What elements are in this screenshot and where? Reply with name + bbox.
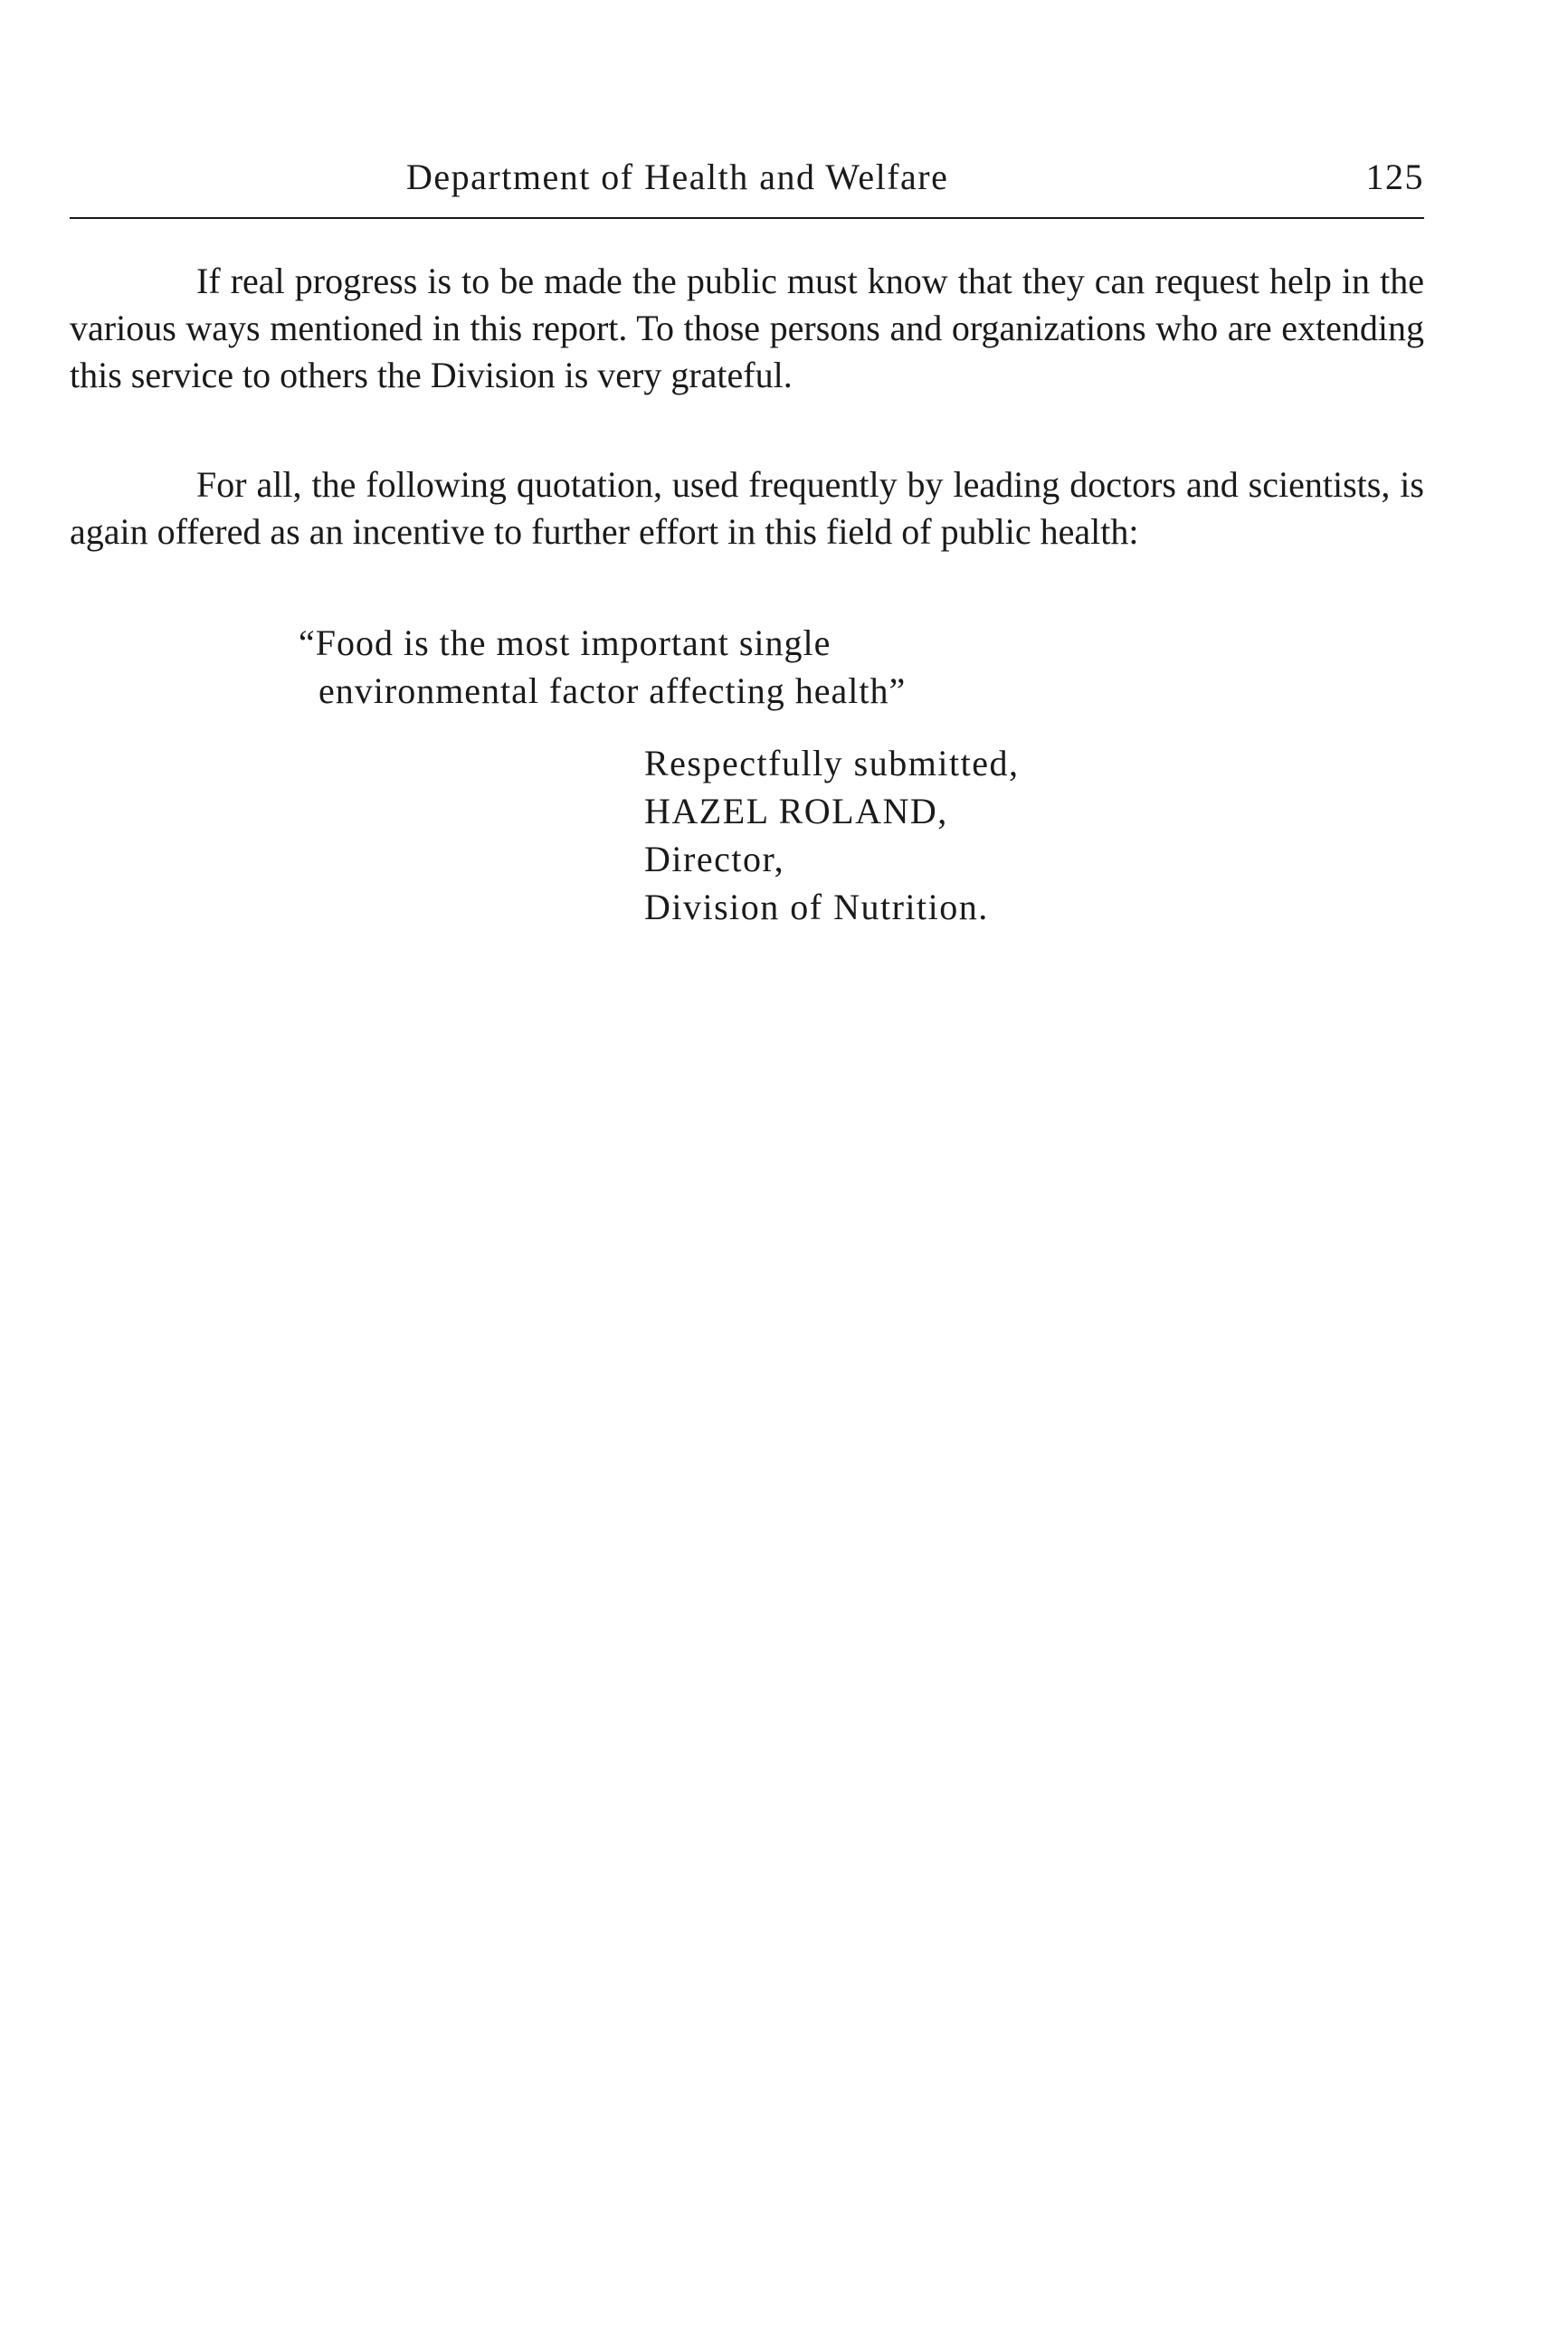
signature-name: HAZEL ROLAND,: [644, 791, 948, 831]
body-paragraph-1: If real progress is to be made the public must know that they can request help in the various ways mentioned in this report. To those persons and organizations who are extending this service to others the Division is very grateful.: [70, 261, 1424, 395]
running-header-title: Department of Health and Welfare: [406, 157, 949, 197]
quotation-line-2: environmental factor affecting health”: [318, 670, 907, 711]
quotation-line-1: “Food is the most important single: [299, 622, 832, 663]
page-number: 125: [1365, 157, 1424, 197]
signature-block: [644, 739, 1019, 931]
signature-division: Division of Nutrition.: [644, 887, 989, 927]
quotation: [299, 619, 906, 715]
signature-title: Director,: [644, 839, 785, 879]
running-header: [70, 156, 1424, 203]
signature-closing: Respectfully submitted,: [644, 743, 1020, 783]
header-rule: [70, 217, 1424, 219]
body-paragraph-2: For all, the following quotation, used frequently by leading doctors and scientists, is again offered as an incentive to further effort in this field of public health:: [70, 464, 1424, 552]
